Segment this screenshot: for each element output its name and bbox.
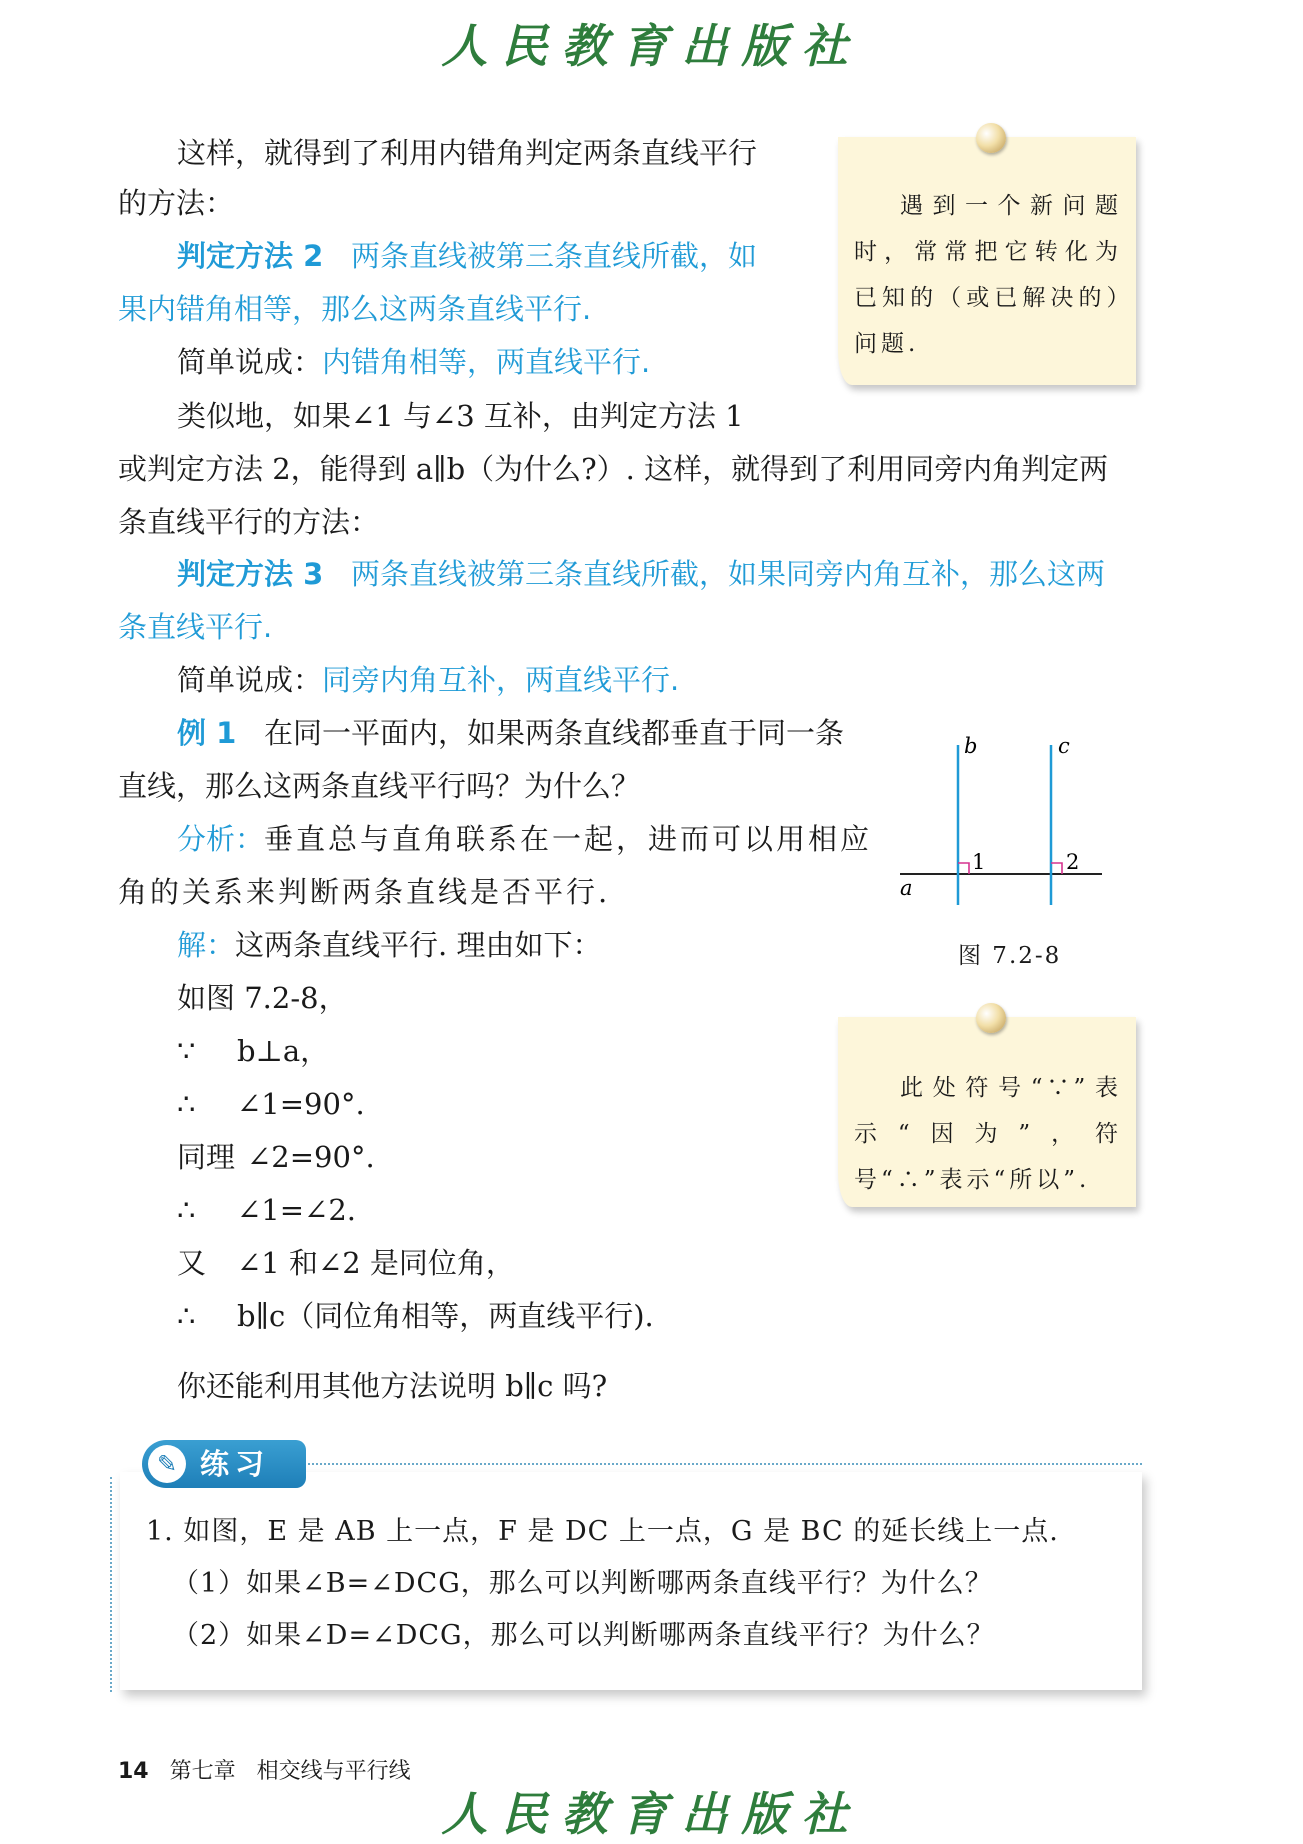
proof-statement: ∠1=90°. xyxy=(237,1087,365,1121)
chapter-number: 第七章 xyxy=(169,1759,236,1784)
because-symbol: ∵ xyxy=(177,1034,196,1068)
divider xyxy=(300,1463,1142,1465)
therefore-symbol: ∴ xyxy=(177,1087,196,1121)
label-a: a xyxy=(900,876,913,900)
figure-caption: 图 7.2-8 xyxy=(958,943,1062,969)
short-lead: 简单说成： xyxy=(177,345,323,379)
also-label: 又 xyxy=(177,1246,207,1280)
similarly-label: 同理 xyxy=(177,1140,236,1174)
note-text: 遇到一个新问题时，常常把它转化为已知的（或已解决的）问题. xyxy=(854,193,1122,357)
proof-step: 如图 7.2-8， xyxy=(177,981,348,1015)
proof-step xyxy=(177,1137,375,1177)
method-3-heading: 判定方法 3 xyxy=(177,557,324,591)
proof-statement: ∠2=90°. xyxy=(247,1140,375,1174)
note-text: 此处符号“∵”表示“因为”，符号“∴”表示“所以”. xyxy=(854,1075,1122,1193)
proof-statement: b∥c（同位角相等，两直线平行). xyxy=(237,1299,654,1333)
page-number: 14 xyxy=(118,1759,149,1784)
question: 你还能利用其他方法说明 b∥c 吗? xyxy=(177,1369,608,1403)
short-rule: 内错角相等，两直线平行. xyxy=(322,345,651,379)
text-line: 类似地，如果∠1 与∠3 互补，由判定方法 1 xyxy=(177,399,744,433)
text-line: 角的关系来判断两条直线是否平行. xyxy=(118,875,611,909)
proof-step xyxy=(177,1296,654,1336)
proof-statement: ∠1 和∠2 是同位角， xyxy=(237,1246,515,1280)
publisher-logo: 人民教育出版社 xyxy=(441,1787,862,1841)
pin-icon xyxy=(976,1003,1006,1033)
analysis xyxy=(177,819,872,859)
example-heading: 例 1 xyxy=(177,716,237,750)
divider xyxy=(110,1477,112,1692)
example-1 xyxy=(177,713,844,753)
practice-badge xyxy=(142,1440,306,1488)
short-rule: 同旁内角互补，两直线平行. xyxy=(322,663,680,697)
text-line: 的方法： xyxy=(118,186,235,220)
exercise-subitem: （1）如果∠B=∠DCG，那么可以判断哪两条直线平行？为什么？ xyxy=(172,1568,993,1599)
proof-statement: ∠1=∠2. xyxy=(237,1193,357,1227)
method-3 xyxy=(177,554,1105,594)
analysis-heading: 分析： xyxy=(177,822,265,856)
therefore-symbol: ∴ xyxy=(177,1299,196,1333)
right-angle-mark-2 xyxy=(1051,863,1062,874)
method-3-continued: 条直线平行. xyxy=(118,610,273,644)
text-line: 条直线平行的方法： xyxy=(118,505,380,539)
practice-title: 练习 xyxy=(200,1447,271,1481)
chapter-title: 相交线与平行线 xyxy=(256,1759,411,1784)
analysis-text: 垂直总与直角联系在一起，进而可以用相应 xyxy=(264,822,873,856)
method-2 xyxy=(177,236,757,276)
method-2-continued: 果内错角相等，那么这两条直线平行. xyxy=(118,292,592,326)
proof-step xyxy=(177,1031,329,1071)
short-lead: 简单说成： xyxy=(177,663,323,697)
text-line: 这样，就得到了利用内错角判定两条直线平行 xyxy=(177,136,758,170)
solution xyxy=(177,925,601,965)
method-2-short xyxy=(177,342,650,382)
solution-heading: 解： xyxy=(177,928,236,962)
method-3-text: 两条直线被第三条直线所截，如果同旁内角互补，那么这两 xyxy=(350,557,1105,591)
text-line: 直线，那么这两条直线平行吗？为什么？ xyxy=(118,769,641,803)
method-2-text: 两条直线被第三条直线所截，如 xyxy=(350,239,757,273)
pin-icon xyxy=(976,123,1006,153)
method-2-heading: 判定方法 2 xyxy=(177,239,324,273)
label-angle-1: 1 xyxy=(972,850,986,874)
proof-step xyxy=(177,1084,365,1124)
text-line: 或判定方法 2，能得到 a∥b（为什么?）. 这样，就得到了利用同旁内角判定两 xyxy=(118,452,1109,486)
label-angle-2: 2 xyxy=(1066,850,1080,874)
proof-statement: b⊥a， xyxy=(237,1034,330,1068)
exercise-item: 1. 如图，E 是 AB 上一点，F 是 DC 上一点，G 是 BC 的延长线上一点. xyxy=(146,1516,1059,1547)
proof-step xyxy=(177,1190,356,1230)
side-note-1 xyxy=(838,137,1136,385)
label-c: c xyxy=(1058,735,1070,758)
pencil-check-icon: ✎ xyxy=(148,1445,186,1483)
solution-text: 这两条直线平行. 理由如下： xyxy=(235,928,602,962)
figure-7-2-8 xyxy=(900,735,1120,915)
side-note-2 xyxy=(838,1017,1136,1207)
label-b: b xyxy=(964,735,978,758)
therefore-symbol: ∴ xyxy=(177,1193,196,1227)
proof-step xyxy=(177,1243,515,1283)
publisher-logo: 人民教育出版社 xyxy=(441,19,862,73)
method-3-short xyxy=(177,660,679,700)
example-text: 在同一平面内，如果两条直线都垂直于同一条 xyxy=(263,716,844,750)
exercise-subitem: （2）如果∠D=∠DCG，那么可以判断哪两条直线平行？为什么？ xyxy=(172,1620,995,1651)
right-angle-mark-1 xyxy=(958,863,969,874)
